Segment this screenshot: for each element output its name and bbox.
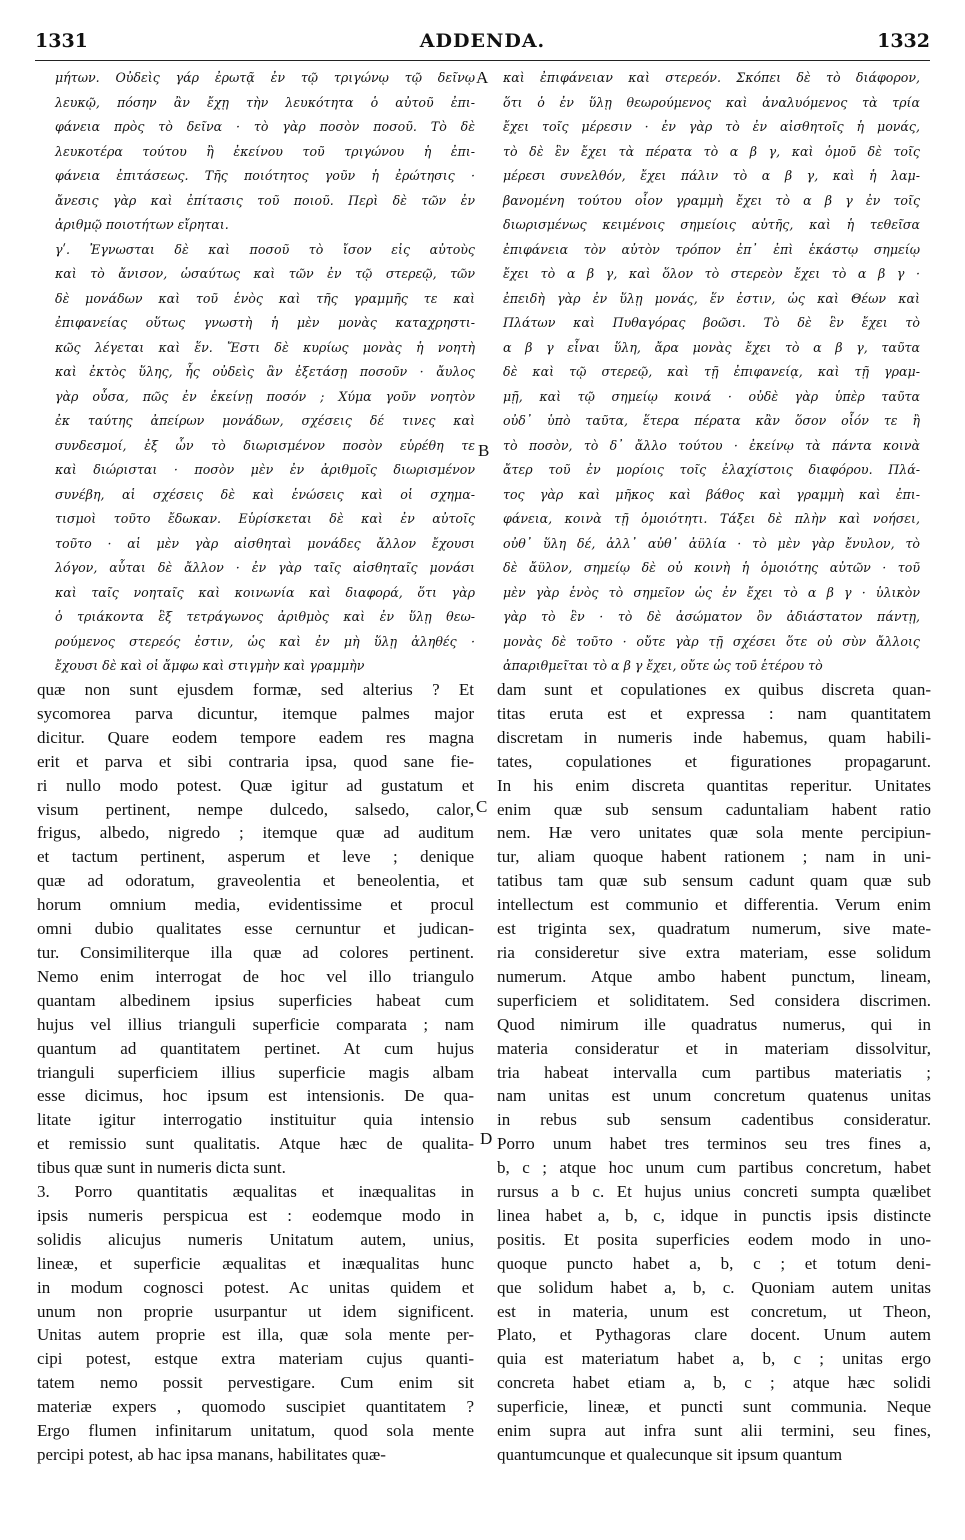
text-line: ἔχει τοῖς μέρεσιν · ἐν γὰρ τὸ ἐν αἰσθητοῖς ἡ μονάς, bbox=[503, 119, 920, 134]
text-line: καὶ ταῖς νοηταῖς καὶ κοινωνία καὶ διαφορά, ὅτι γὰρ bbox=[55, 584, 475, 600]
margin-marker-a: A bbox=[476, 68, 489, 87]
text-line: materiæ expers , quomodo suscipiet quantitatem ? bbox=[37, 1397, 474, 1417]
text-line: trianguli superficiem illius superficie magis albam bbox=[37, 1062, 474, 1082]
text-line: superficie, lineæ, et puncti sunt communia. Neque bbox=[497, 1397, 931, 1417]
text-line: tur, aliam quoque habent rationem ; nam in uni- bbox=[497, 847, 931, 867]
text-line: α β γ εἶναι ὕλη, ἄρα μονὰς ἔχει τὸ α β γ, ταῦτα bbox=[503, 339, 920, 355]
text-line: erit et parva et sibi contraria ipsa, quod sane fie- bbox=[37, 751, 474, 771]
text-line: μονὰς δὲ τοῦτο · οὔτε γὰρ τῇ σχέσει ὅτε οὐ σὺν ἄλλοις bbox=[503, 633, 920, 649]
text-line: quæ ad odoratum, graveolentia et beneolentia, et bbox=[37, 871, 474, 891]
text-line: et tactum pertinent, asperum et leve ; denique bbox=[37, 847, 474, 867]
left-page-number: 1331 bbox=[35, 30, 88, 52]
text-line: ὅτι ὁ ἐν ὕλῃ θεωρούμενος καὶ ἀναλυόμενος τὰ τρία bbox=[503, 94, 920, 110]
margin-marker-d: D bbox=[480, 1129, 493, 1148]
text-line: esse dicimus, hoc ipsum est intensionis. De qua- bbox=[37, 1086, 474, 1106]
text-line: rursus a b c. Et hujus unius concreti sumpta quælibet bbox=[497, 1182, 931, 1202]
text-line: συνδεσμοί, ἐξ ὧν τὸ διωρισμένον ποσὸν εὑρέθη τε bbox=[55, 437, 475, 453]
text-line: visum pertinent, nempe dulcedo, salsedo, calor, bbox=[37, 799, 474, 819]
text-line: κῶς λέγεται καὶ ἕν. Ἔστι δὲ κυρίως μονὰς ἡ νοητὴ bbox=[55, 339, 475, 355]
text-line: φάνεια ἐπιτάσεως. Τῆς ποιότητος γοῦν ἡ ἐρώτησις · bbox=[55, 168, 475, 183]
text-line: τος γὰρ καὶ μῆκος καὶ βάθος καὶ γραμμὴ καὶ ἐπι- bbox=[503, 486, 920, 502]
text-line: συνέβη, αἱ σχέσεις δὲ καὶ ἑνώσεις καὶ οἱ σχημα- bbox=[55, 486, 475, 502]
text-line: ἔχει τὸ α β γ, καὶ ὅλον τὸ στερεὸν ἔχει τὸ α β γ · bbox=[503, 266, 920, 281]
text-line: dam sunt et copulationes ex quibus discreta quan- bbox=[497, 680, 931, 699]
text-line: dicitur. Quare eodem tempore eadem res magna bbox=[37, 727, 474, 747]
text-line: ri nullo modo potest. Quæ igitur ad gustatum et bbox=[37, 775, 474, 795]
text-line: quantam albedinem ipsius superficies habeat cum bbox=[37, 990, 474, 1010]
text-line: μὲν γὰρ ἑνὸς τὸ σημεῖον ὡς ἐν ἔχει τὸ α β γ · ὑλικὸν bbox=[503, 584, 920, 600]
text-line: titas eruta est et expressa : nam quantitatem bbox=[497, 703, 931, 723]
text-line: τὸ ποσὸν, τὸ δ᾽ ἄλλο τούτου · ἐκείνῳ τὰ πάντα κοινὰ bbox=[503, 437, 920, 453]
text-line: nam unitas est unum concretum quatenus unitas bbox=[497, 1086, 931, 1106]
text-line: βανομένη τούτου οἷον γραμμὴ ἔχει τὸ α β γ ἐν τοῖς bbox=[503, 192, 920, 208]
text-line: quantumcunque et qualecunque sit ipsum quantum bbox=[497, 1445, 843, 1464]
text-line: ἐκ ταύτης ἀπείρων μονάδων, σχέσεις δέ τινες καὶ bbox=[55, 413, 475, 428]
margin-marker-c: C bbox=[476, 797, 488, 816]
text-line: numerum. Atque ambo habent punctum, lineam, bbox=[497, 966, 931, 986]
text-line: φάνεια πρὸς τὸ δεῖνα · τὸ γὰρ ποσὸν ποσοῦ. Τὸ δὲ bbox=[55, 119, 475, 134]
text-line: et remissio sunt qualitatis. Atque hæc de qualita- bbox=[37, 1134, 474, 1154]
text-line: ria consideretur sive extra materiam, esse solidum bbox=[497, 942, 931, 962]
text-line: quia est materiatum habet a, b, c ; unitas ergo bbox=[497, 1349, 931, 1369]
text-line: ἄνεσις γὰρ καὶ ἐπίτασις τοῦ ποιοῦ. Περὶ δὲ τῶν ἐν bbox=[55, 192, 475, 208]
text-line: superficiem et soliditatem. Sed considera discrimen. bbox=[497, 990, 931, 1010]
text-line: ἀπαριθμεῖται τὸ α β γ ἔχει, οὔτε ὡς τοῦ ἑτέρου τὸ bbox=[503, 658, 823, 673]
text-line: καὶ ἐπιφάνειαν καὶ στερεόν. Σκόπει δὲ τὸ διάφορον, bbox=[503, 70, 920, 85]
text-line: intellectum est communio et differentia. Verum enim bbox=[497, 895, 931, 915]
text-line: καὶ διώρισται · ποσὸν μὲν ἐν ἀριθμοῖς διωρισμένον bbox=[55, 462, 475, 477]
text-line: Unitas autem proprie est illa, quæ sola mente per- bbox=[37, 1325, 474, 1345]
text-line: que solidum habet a, b, c. Quoniam autem unitas bbox=[497, 1277, 931, 1297]
text-line: οὐθ᾽ ὕλη δέ, ἀλλ᾽ αὐθ᾽ ἀϋλία · τὸ μὲν γὰρ ἔνυλον, τὸ bbox=[503, 535, 920, 551]
text-line: καὶ ἐκτὸς ὕλης, ἧς οὐδεὶς ἂν ἐξετάσῃ ποσοῦν · ἄυλος bbox=[55, 364, 475, 379]
text-line: μήτων. Οὐδεὶς γάρ ἐρωτᾷ ἐν τῷ τριγώνῳ τῷ δεῖνῳ bbox=[55, 70, 475, 85]
text-line: frigus, albedo, nigredo ; itemque quæ ad auditum bbox=[37, 823, 474, 843]
latin-text-left-column bbox=[37, 678, 474, 1467]
text-line: in rebus sub sensum cadentibus consideratur. bbox=[497, 1110, 931, 1130]
text-line: tatibus tam quæ sub sensum cadunt quam quæ sub bbox=[497, 871, 931, 891]
text-line: hujus vel illius trianguli superficie comparata ; nam bbox=[37, 1014, 474, 1034]
text-line: in modum cognosci potest. Ac unitas quidem et bbox=[37, 1277, 474, 1297]
text-line: discretam in numeris inde habemus, quam habili- bbox=[497, 727, 931, 747]
text-line: ρούμενος στερεός ἐστιν, ὡς καὶ ἐν μὴ ὕλῃ ἀληθές · bbox=[55, 633, 475, 649]
text-line: b, c ; atque hoc unum cum partibus concretum, habet bbox=[497, 1158, 931, 1178]
text-line: τισμοὶ τοῦτο ἔδωκαν. Εὑρίσκεται δὲ καὶ ἐν αὐτοῖς bbox=[55, 511, 475, 526]
latin-text-right-column bbox=[497, 678, 931, 1467]
right-page-number: 1332 bbox=[877, 30, 930, 52]
text-line: ἄτερ τοῦ ἐν μορίοις τοῖς ἐλαχίστοις διαφόρου. Πλά- bbox=[503, 462, 920, 477]
text-line: materia consideratur et in materiam dissolvitur, bbox=[497, 1038, 931, 1058]
text-line: φάνεια, κοινὰ τῇ ὁμοιότητι. Τάξει δὲ πλὴν καὶ νοήσει, bbox=[503, 511, 920, 526]
text-line: percipi potest, ab hac ipsa manans, habilitates quæ- bbox=[37, 1445, 386, 1464]
text-line: γʹ. Ἐγνωσται δὲ καὶ ποσοῦ τὸ ἴσον εἰς αὐτοὺς bbox=[55, 241, 475, 257]
text-line: unum non proprie usurpantur ut idem significent. bbox=[37, 1301, 474, 1321]
text-line: sycomorea parva dicuntur, itemque palmes major bbox=[37, 703, 474, 723]
text-line: enim quæ sub sensum caduntaliam habent ratio bbox=[497, 799, 931, 819]
text-line: διωρισμένως κειμένοις σημείοις αὐτῆς, καὶ ἡ τεθεῖσα bbox=[503, 217, 920, 232]
text-line: ἔχουσι δὲ καὶ οἱ ἄμφω καὶ στιγμὴν καὶ γραμμὴν bbox=[55, 658, 365, 673]
text-line: solidis alicujus numeris Unitatum autem, unius, bbox=[37, 1229, 474, 1249]
text-line: tatem nemo possit pervestigare. Cum enim sit bbox=[37, 1373, 474, 1393]
text-line: lineæ, et superficie æqualitas et inæqualitas hunc bbox=[37, 1253, 474, 1273]
text-line: μέρεσι συνελθόν, ἔχει πάλιν τὸ α β γ, καὶ ἡ λαμ- bbox=[503, 168, 920, 183]
text-line: γὰρ οὖσα, πῶς ἐν ἐκείνῃ ποσόν ; Χύμα γοῦν νοητὸν bbox=[55, 388, 475, 404]
text-line: linea habet a, b, c, idque in punctis ipsis distincte bbox=[497, 1205, 931, 1225]
text-line: ipsis numeris perspicua est : eodemque modo in bbox=[37, 1205, 474, 1225]
text-line: δὲ καὶ τῷ στερεῷ, καὶ τῇ ἐπιφανείᾳ, καὶ τῇ γραμ- bbox=[503, 364, 920, 379]
text-line: γὰρ τὸ ἓν · τὸ δὲ ἀσώματον ὂν ἀδιάστατον πάντῃ, bbox=[503, 609, 920, 624]
text-line: ἐπιφανείας οὕτως γνωστὴ ἡ μὲν μονὰς καταχρηστι- bbox=[55, 315, 475, 330]
text-line: omni dubio qualitates esse cernuntur et judican- bbox=[37, 919, 474, 939]
text-line: Porro unum habet tres terminos seu tres fines a, bbox=[497, 1134, 931, 1154]
text-line: δὲ μονάδων καὶ τοῦ ἑνὸς καὶ τῆς γραμμῆς τε καὶ bbox=[55, 290, 475, 306]
text-line: Nemo enim interrogat de hoc vel illo triangulo bbox=[37, 966, 474, 986]
text-line: tria habeat intervalla cum partibus materiatis ; bbox=[497, 1062, 931, 1082]
greek-text-right-column bbox=[503, 66, 920, 679]
text-line: τοῦτο · αἱ μὲν γὰρ αἰσθηταὶ μονάδες ἄλλον ἔχουσι bbox=[55, 535, 475, 551]
text-line: quantum ad quantitatem pertinet. At cum hujus bbox=[37, 1038, 474, 1058]
text-line: nem. Hæ vero unitates quæ sola mente percipiun- bbox=[497, 823, 931, 843]
text-line: est in materia, unum est concretum, ut Theon, bbox=[497, 1301, 931, 1321]
text-line: λευκοτέρα τούτου ἢ ἐκείνου τοῦ τριγώνου ἡ ἐπι- bbox=[55, 143, 475, 159]
text-line: οὐδ᾽ ὑπὸ ταῦτα, ἕτερα πέρατα κἂν ὅσον οἷόν τε ἢ bbox=[503, 413, 920, 428]
text-line: ἐπειδὴ γὰρ ἐν ὕλῃ μονάς, ἕν ἐστιν, ὡς καὶ Θέων καὶ bbox=[503, 290, 920, 306]
text-line: Plato, et Pythagoras clare docent. Unum autem bbox=[497, 1325, 931, 1345]
text-line: ἐπιφάνεια τὸν αὐτὸν τρόπον ἐπ᾽ ἐπὶ ἑκάστῳ σημείῳ bbox=[503, 241, 920, 257]
text-line: καὶ τὸ ἄνισον, ὡσαύτως καὶ τῶν ἐν τῷ στερεῷ, τῶν bbox=[55, 266, 475, 281]
text-line: tibus quæ sunt in numeris dicta sunt. bbox=[37, 1158, 286, 1178]
text-line: ὁ τριάκοντα ἓξ τετράγωνος ἀριθμὸς καὶ ἐν ὕλῃ θεω- bbox=[55, 609, 475, 624]
text-line: tates, copulationes et figurationes propagarunt. bbox=[497, 751, 931, 771]
text-line: 3. Porro quantitatis æqualitas et inæqualitas in bbox=[37, 1182, 474, 1202]
text-line: quæ non sunt ejusdem formæ, sed alterius ? Et bbox=[37, 680, 474, 699]
text-line: ἀριθμῷ ποιοτήτων εἴρηται. bbox=[55, 217, 229, 232]
text-line: est triginta sex, quadratum numerum, sive mate- bbox=[497, 919, 931, 939]
text-line: horum omnium media, evidentissime et procul bbox=[37, 895, 474, 915]
text-line: Quod nimirum ille quadratus numerus, qui in bbox=[497, 1014, 931, 1034]
margin-marker-b: B bbox=[478, 441, 490, 460]
header-rule bbox=[35, 60, 930, 61]
greek-text-left-column bbox=[55, 66, 475, 679]
text-line: quoque puncto habet a, b, c ; et totum deni- bbox=[497, 1253, 931, 1273]
text-line: τὸ δὲ ἓν ἔχει τὰ πέρατα τὸ α β γ, καὶ ὁμοῦ δὲ τοῖς bbox=[503, 143, 920, 159]
text-line: λευκῷ, πόσην ἂν ἔχῃ τὴν λευκότητα ὁ αὐτοῦ ἐπι- bbox=[55, 94, 475, 110]
text-line: μῇ, καὶ τῷ σημείῳ κοινά · οὐδὲ γὰρ ὑπὲρ ταῦτα bbox=[503, 388, 920, 404]
running-title: ADDENDA. bbox=[419, 30, 546, 52]
text-line: tur. Consimiliterque illa quæ ad colores pertinent. bbox=[37, 942, 474, 962]
text-line: λόγον, αὗται δὲ ἄλλον · ἐν γὰρ ταῖς αἰσθηταῖς μονάσι bbox=[55, 560, 475, 575]
text-line: concreta habet etiam a, b, c ; atque hæc solidi bbox=[497, 1373, 931, 1393]
text-line: enim supra aut infra sunt alii termini, seu fines, bbox=[497, 1421, 931, 1441]
text-line: Ergo flumen infinitarum unitatum, quod sola mente bbox=[37, 1421, 474, 1441]
text-line: cipi potest, estque extra materiam cujus quanti- bbox=[37, 1349, 474, 1369]
text-line: δὲ ἄϋλον, σημείῳ δὲ οὐ κοινὴ ἡ ὁμοιότης αὐτῶν · τοῦ bbox=[503, 560, 920, 575]
page-header bbox=[35, 30, 930, 64]
text-line: In his enim discreta quantitas reperitur. Unitates bbox=[497, 775, 931, 795]
text-line: positis. Et posita superficies eodem modo in uno- bbox=[497, 1229, 931, 1249]
text-line: litate igitur interrogatio instituitur quia intensio bbox=[37, 1110, 474, 1130]
text-line: Πλάτων καὶ Πυθαγόρας βοῶσι. Τὸ δὲ ἓν ἔχει τὸ bbox=[503, 315, 920, 330]
